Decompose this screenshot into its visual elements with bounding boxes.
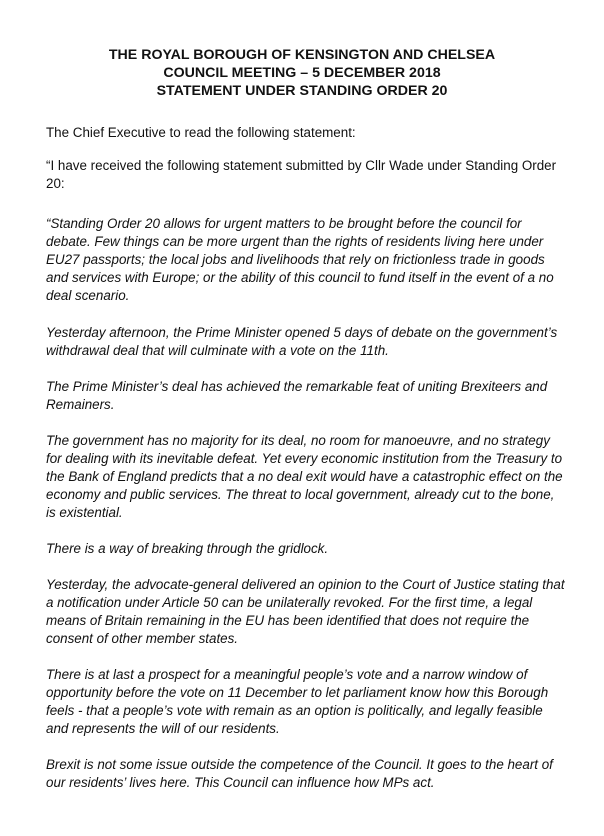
statement-paragraph-8: Brexit is not some issue outside the competence of the Council. It goes to the heart of our residents’ lives here. This Council can influence how MPs act. xyxy=(46,757,553,790)
statement-paragraph-6: Yesterday, the advocate-general delivered an opinion to the Court of Justice stating that a notification under Article 50 can be unilaterally revoked. For the first time, a legal means of Britain remaining in the EU has been identified that does not require the consent of other member states. xyxy=(46,577,565,646)
intro-paragraph-1: The Chief Executive to read the following statement: xyxy=(46,125,356,140)
statement-paragraph-3: The Prime Minister’s deal has achieved the remarkable feat of uniting Brexiteers and Remainers. xyxy=(46,379,548,412)
statement-paragraph-5: There is a way of breaking through the gridlock. xyxy=(46,541,329,556)
statement-paragraph-4: The government has no majority for its deal, no room for manoeuvre, and no strategy for dealing with its inevitable defeat. Yet every economic institution from the Treasury to the Bank of England predicts that a no deal exit would have a catastrophic effect on the economy and public services. The threat to local government, already cut to the bone, is existential. xyxy=(46,433,563,520)
document-heading xyxy=(0,46,604,100)
intro-paragraph-2: “I have received the following statement submitted by Cllr Wade under Standing Order 20: xyxy=(46,158,557,191)
statement-paragraph-1: “Standing Order 20 allows for urgent matters to be brought before the council for debate. Few things can be more urgent than the rights of residents living here under EU27 passports; the local jobs and livelihoods that rely on frictionless trade in goods and services with Europe; or the ability of this council to fund itself in the event of a no deal scenario. xyxy=(46,216,554,303)
statement-paragraph-2: Yesterday afternoon, the Prime Minister opened 5 days of debate on the government’s withdrawal deal that will culminate with a vote on the 11th. xyxy=(46,325,558,358)
statement-paragraph-7: There is at last a prospect for a meaningful people’s vote and a narrow window of opportunity before the vote on 11 December to let parliament know how this Borough feels - that a people’s vote with remain as an option is politically, and legally feasible and represents the will of our residents. xyxy=(46,667,549,736)
heading-meeting-date: COUNCIL MEETING – 5 DECEMBER 2018 xyxy=(163,65,441,81)
heading-council-name: THE ROYAL BOROUGH OF KENSINGTON AND CHELSEA xyxy=(108,47,496,63)
heading-statement-title: STATEMENT UNDER STANDING ORDER 20 xyxy=(156,83,448,99)
